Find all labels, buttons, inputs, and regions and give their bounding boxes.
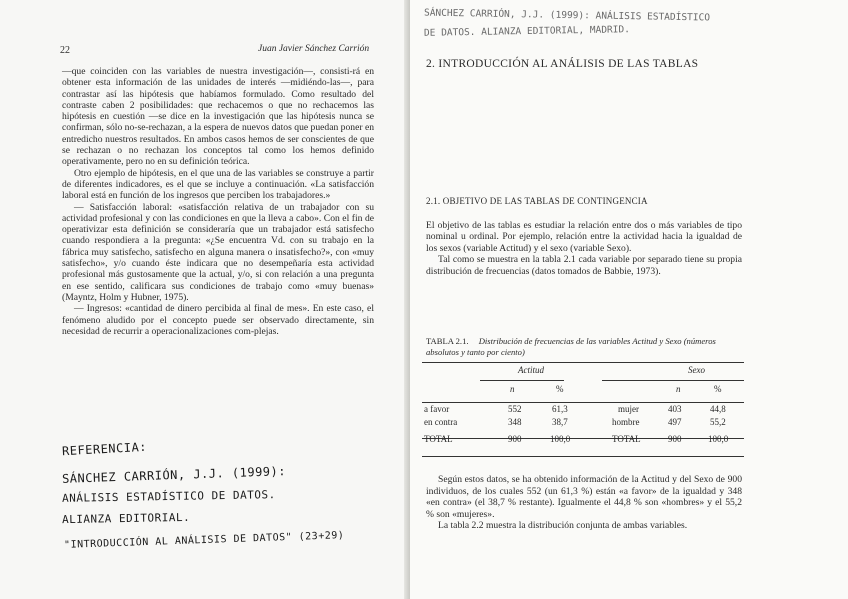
paragraph: — Satisfacción laboral: «satisfacción relativa de un trabajador con su actividad profesional y con las condiciones en que la lleva a cabo». Con el fin de operativizar esta definición se consideraría que un trabajador está satisfecho cuando respondiera a la pregunta: «¿Se encuentra Vd. con su trabajo en la fábrica muy satisfecho, satisfecho en alguna manera o insatisfecho?», con «muy satisfecho», y/o cuando éste indicara que no desempeñaría esta actividad profesional más gustosamente que la actual, y/o, si con relación a una pregunta en ese sentido, calificara sus condiciones de trabajo como «muy buenas» (Mayntz, Holm y Hubner, 1975). — [62, 201, 374, 303]
total-n: 900 — [508, 434, 522, 444]
paragraph: Tal como se muestra en la tabla 2.1 cada variable por separado tiene su propia distribución de frecuencias (datos tomados de Babbie, 1973). — [426, 254, 742, 277]
cell-n: 552 — [508, 404, 522, 414]
total-n: 900 — [668, 434, 682, 444]
table-caption — [426, 336, 742, 357]
table-label: TABLA 2.1. — [426, 336, 469, 346]
section-title: 2. INTRODUCCIÓN AL ANÁLISIS DE LAS TABLAS — [426, 58, 699, 70]
total-label: TOTAL — [612, 434, 641, 444]
paragraph: La tabla 2.2 muestra la distribución conjunta de ambas variables. — [438, 520, 688, 532]
right-lower-text — [426, 474, 742, 532]
paragraph: Otro ejemplo de hipótesis, en el que una de las variables se construye a partir de diferentes indicadores, es el que se incluye a continuación. «La satisfacción laboral está en función de los ingresos que perciben los trabajadores.» — [62, 167, 374, 202]
col-header-n: n — [676, 384, 681, 394]
table-row — [422, 417, 744, 430]
row-label: hombre — [612, 417, 640, 427]
row-label: a favor — [424, 404, 450, 414]
handwritten-line: ANÁLISIS ESTADÍSTICO DE DATOS. — [61, 488, 276, 505]
cell-n: 403 — [668, 404, 682, 414]
frequency-table — [422, 362, 744, 447]
row-label: mujer — [618, 404, 639, 414]
right-body-text — [426, 220, 742, 277]
handwritten-line: "INTRODUCCIÓN AL ANÁLISIS DE DATOS" (23+29) — [63, 530, 345, 551]
table-group-header — [422, 362, 744, 376]
paragraph: Según estos datos, se ha obtenido información de la Actitud y del Sexo de 900 individuos, de los cuales 552 (un 61,3 %) están «a favor» de la igualdad y 348 «en contra» (el 38,7 % restante). Igualmente el 44,8 % son «hombres» y el 55,2 % son «mujeres». — [426, 474, 742, 520]
col-header-n: n — [510, 384, 515, 394]
total-label: TOTAL — [424, 434, 453, 444]
group-header-sexo: Sexo — [688, 365, 705, 375]
table-description: Distribución de frecuencias de las variables Actitud y Sexo (números absolutos y tanto por ciento) — [426, 336, 716, 357]
table-rule — [422, 402, 744, 403]
cell-pct: 61,3 — [552, 404, 568, 414]
table-row — [422, 404, 744, 417]
handwritten-line: REFERENCIA: — [61, 439, 148, 459]
cell-n: 497 — [668, 417, 682, 427]
cell-n: 348 — [508, 417, 522, 427]
total-pct: 100,0 — [708, 434, 729, 444]
paragraph: — Ingresos: «cantidad de dinero percibida al final de mes». En este caso, el fenómeno aludido por el concepto puede ser observado directamente, sin necesidad de recurrir a operacionalizaciones com-plejas. — [62, 303, 374, 337]
handwritten-line: SÁNCHEZ CARRIÓN, J.J. (1999): — [61, 464, 287, 486]
left-body-text — [62, 66, 374, 337]
subsection-title: 2.1. OBJETIVO DE LAS TABLAS DE CONTINGENCIA — [426, 196, 648, 206]
running-head: Juan Javier Sánchez Carrión — [258, 44, 370, 54]
cell-pct: 38,7 — [552, 417, 568, 427]
total-pct: 100,0 — [550, 434, 571, 444]
cell-pct: 55,2 — [710, 417, 726, 427]
col-header-pct: % — [556, 384, 564, 394]
table-total-row — [422, 434, 744, 447]
row-label: en contra — [424, 417, 458, 427]
cell-pct: 44,8 — [710, 404, 726, 414]
paragraph: —que coinciden con las variables de nuestra investigación—, consisti-rá en obtener esta información de las unidades de interés —midiéndo-las—, para contrastar así las hipótesis que habíamos formulado. Como resultado del contraste caben 2 posibilidades: que rechacemos o que no rechacemos las hipótesis en cuestión —se dice en la investigación que las hipótesis nunca se confirman, sólo no-se-rechazan, a la espera de nuevos datos que puedan poner en entredicho nuestros resultados. En ambos casos hemos de ser conscientes de que se rechazan o no rechazan los conceptos tal como los hemos definido operativamente, pero no en su definición teórica. — [62, 66, 374, 168]
paragraph: El objetivo de las tablas es estudiar la relación entre dos o más variables de tipo nominal u ordinal. Por ejemplo, relación entre la actividad hacia la igualdad de los sexos (variable Actitud) y el sexo (variable Sexo). — [426, 220, 742, 254]
table-rule — [422, 456, 744, 457]
col-header-pct: % — [714, 384, 722, 394]
group-header-actitud: Actitud — [518, 365, 544, 375]
page-number: 22 — [60, 45, 70, 56]
left-page — [0, 0, 410, 599]
table-column-header — [422, 376, 744, 396]
top-handwritten-line: SÁNCHEZ CARRIÓN, J.J. (1999): ANÁLISIS ESTADÍSTICO — [423, 7, 711, 24]
handwritten-line: ALIANZA EDITORIAL. — [61, 510, 191, 527]
top-handwritten-line: DE DATOS. ALIANZA EDITORIAL, MADRID. — [423, 24, 630, 39]
